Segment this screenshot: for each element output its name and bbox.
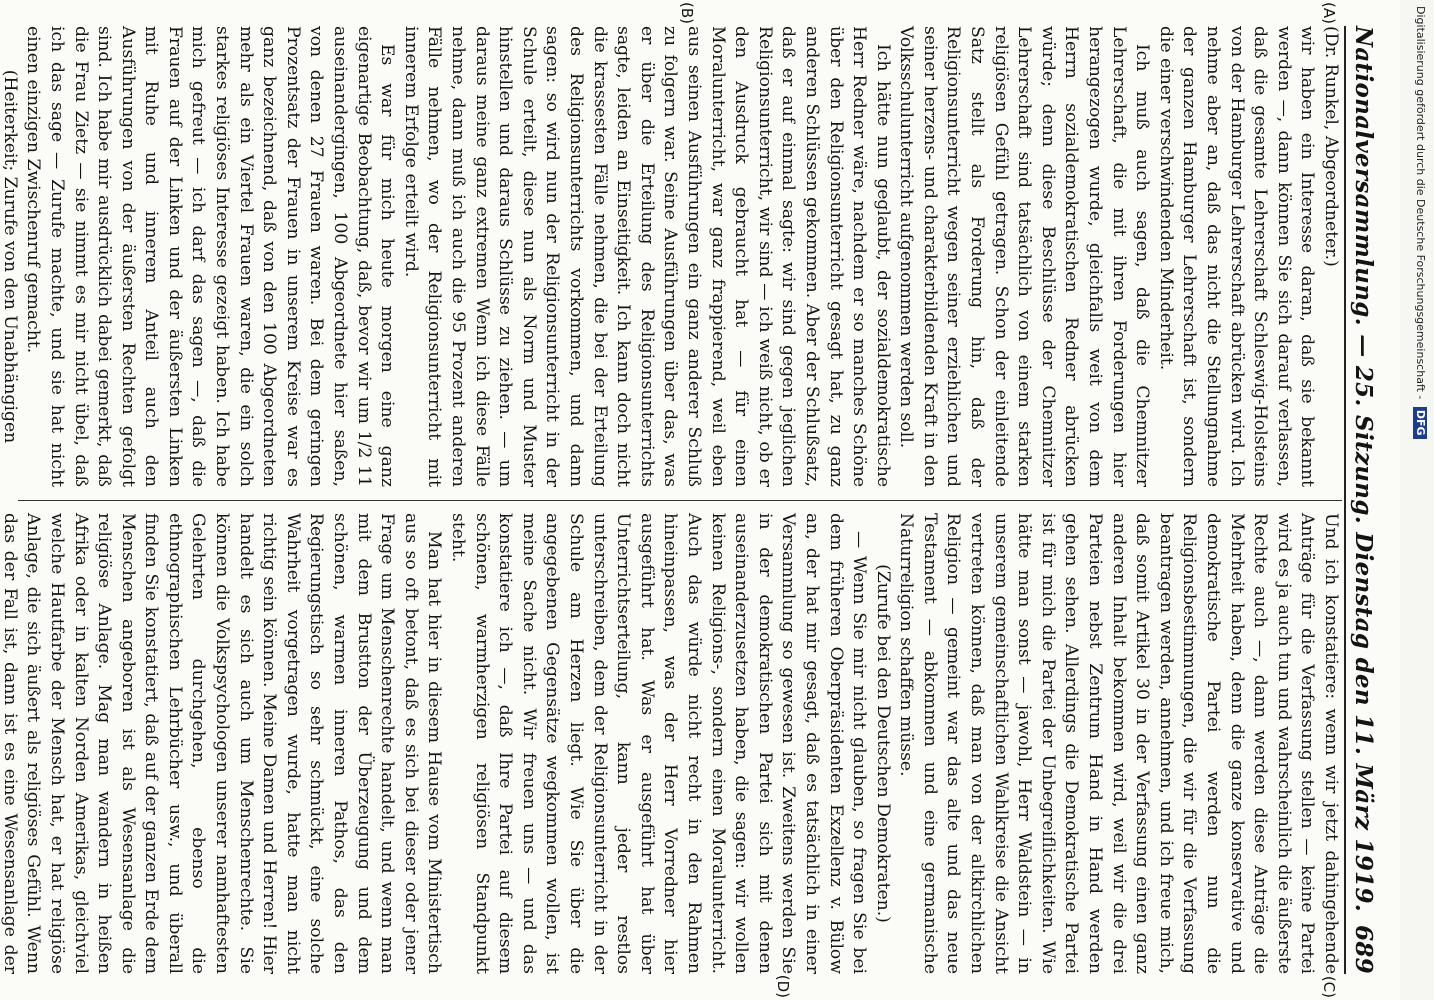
- paragraph: Ich hätte nun geglaubt, der sozialdemokratische Herr Redner wäre, nachdem er so manches Schöne über den Religionsunterricht gesagt hat, zu ganz anderen Schlüssen gekommen. Aber der Schlußsatz, daß er auf einmal sagte: wir sind gegen jeglichen Religionsunterricht, wir sind — ich weiß nicht, ob er den Ausdruck gebraucht hat — für einen Moralunterricht, war ganz frappierend, weil eben aus seinen Ausführungen ein ganz anderer Schluß zu folgern war. Seine Ausführungen über das, was er über die Erteilung des Religionsunterrichts sagte, leiden an Einseitigkeit. Ich kann doch nicht die krassesten Fälle nehmen, die bei der Erteilung des Religionsunterrichts vorkommen, und dann sagen: so wird nun der Religionsunterricht in der Schule erteilt, diese nun als Norm und Muster hinstellen und daraus Schlüsse zu ziehen. — um daraus meine ganz extremen Wenn ich diese Fälle nehme, dann muß ich auch die 95 Prozent anderen Fälle nehmen, wo der Religionsunterricht mit innerem Erfolge erteilt wird.: [400, 26, 893, 487]
- paragraph: Und ich konstatiere: wenn wir jetzt dahingehende Anträge für die Verfassung stellen — keine Partei wird es ja auch tun und wahrscheinlich die äußerste Rechte auch —, dann werden diese Anträge die Mehrheit haben, denn die ganze konservative und demokratische Partei werden nun die Religionsbestimmungen, die wir für die Verfassung beantragen werden, annehmen, und ich freue mich, daß somit Artikel 30 in der Verfassung einen ganz anderen Inhalt bekommen wird, weil wir die drei Parteien nebst Zentrum Hand in Hand werden gehen sehen. Allerdings die Demokratische Partei ist für mich die Partei der Unbegreiflichkeiten. Wie hätte man sonst — jawohl, Herr Waldstein — in unserem gemeinschaftlichen Wahlkreise die Ansicht vertreten können, daß man von der altkirchlichen Religion — gemeint war das alte und das neue Testament — abkommen und eine germanische Naturreligion schaffen müsse.: [896, 513, 1341, 974]
- digitization-credit: [1410, 6, 1430, 706]
- credit-line: [1410, 6, 1430, 706]
- paragraph: Man hat hier in diesem Hause vom Ministertisch aus so oft betont, daß es sich bei dieser oder jener Frage um Menschenrechte handelt, und wenn man mit dem Brustton der Überzeugung und dem schönen, warmen inneren Pathos, das den Regierungstisch so sehr schmückt, eine solche Wahrheit vorgetragen wurde, hatte man nicht richtig sein können. Meine Damen und Herren! Hier handelt es sich auch um Menschenrechte. Sie können die Volkspsychologen unserer namhaftesten Gelehrten durchgehen, ebenso die ethnographischen Lehrbücher usw., und überall finden Sie konstatiert, daß auf der ganzen Erde dem Menschen angeboren ist als Wesensanlage die religiöse Anlage. Mag man wandern in heißen Afrika oder in kalten Norden Amerikas, gleichviel welche Hautfarbe der Mensch hat, er hat religiöse Anlage, die sich äußert als religiöses Gefühl. Wenn das der Fall ist, dann ist es eine Wesensanlage der: [0, 513, 445, 974]
- left-column: [0, 2, 1342, 487]
- dfg-logo-icon: DFG: [1413, 407, 1427, 439]
- page-number: 689: [1350, 925, 1377, 974]
- paragraph: Ich muß auch sagen, daß die Chemnitzer Lehrerschaft, die mit ihren Forderungen hier herangezogen wurde, gleichfalls weit von dem Herrn sozialdemokratischen Redner abrücken würde; denn diese Beschlüsse der Chemnitzer Lehrerschaft sind tatsächlich von einem starken religiösen Gefühl getragen. Schon der einleitende Satz stellt als Forderung hin, daß der Religionsunterricht wegen seiner erziehlichen und seiner herzens- und charakterbildenden Kraft in den Volksschulunterricht aufgenommen werden soll.: [896, 26, 1153, 487]
- column-divider: [18, 500, 1342, 501]
- margin-marker-b: (B): [678, 2, 696, 24]
- speaker-line: (Dr. Runkel, Abgeordneter.): [1321, 26, 1341, 267]
- header-title: Nationalversammlung. — 25. Sitzung. Dienstag den 11. März 1919.: [1350, 26, 1377, 913]
- paragraph: wir haben ein Interesse daran, daß sie bekannt werden —, dann können Sie sich darauf verlassen, daß die gesamte Lehrerschaft Schleswig-Holsteins von der Hamburger Lehrerschaft abrücken wird. Ich nehme aber an, daß das nicht die Stellungnahme der ganzen Hamburger Lehrerschaft ist, sondern die einer verschwindenden Minderheit.: [1155, 26, 1318, 487]
- margin-marker-d: (D): [774, 974, 792, 998]
- paragraph: Es war für mich heute morgen eine ganz eigenartige Beobachtung, daß, bevor wir um 1/2 11 auseinandergingen, 100 Abgeordnete hier saßen, von denen 27 Frauen waren. Bei dem geringen Prozentsatz der Frauen in unserem Kreise war es ganz bezeichnend, daß von den 100 Abgeordneten mehr als ein Viertel Frauen waren, die ein solch starkes religiöses Interesse gezeigt haben. Ich habe mich gefreut — ich darf das sagen —, daß die Frauen auf der Linken und der äußersten Linken mit Ruhe und innerem Anteil auch den Ausführungen von der äußersten Rechten gefolgt sind. Ich habe mir ausdrücklich dabei gemerkt, daß die Frau Zietz — sie nimmt es mir nicht übel, daß ich das sage — Zurufe machte, und sie hat nicht einen einzigen Zwischenruf gemacht.: [23, 26, 398, 487]
- text-columns: [0, 2, 1342, 998]
- credit-text: Digitalisierung gefördert durch die Deutsche Forschungsgemeinschaft -: [1414, 6, 1427, 400]
- paragraph: — Wenn Sie mir nicht glauben, so fragen Sie bei dem früheren Oberpräsidenten Exzellenz v. Bülow an, der hat mir gesagt, daß es tatsächlich in einer Versammlung so gewesen ist. Zweitens werden Sie in der demokratischen Partei sich mit denen auseinanderzusetzen haben, die sagen: wir wollen keinen Religions-, sondern einen Moralunterricht. Auch das würde nicht recht in den Rahmen hineinpassen, was der Herr Vorredner hier ausgeführt hat. Was er ausgeführt hat über Unterrichtserteilung, kann jeder restlos unterschreiben, dem der Religionsunterricht in der Schule am Herzen liegt. Wie Sie über die angegebenen Gegensätze wegkommen wollen, ist meine Sache nicht. Wir freuen uns — und das konstatiere ich —, daß Ihre Partei auf diesem schönen, warmherzigen religiösen Standpunkt steht.: [448, 513, 870, 974]
- interjection: (Heiterkeit; Zurufe von den Unabhängigen: [0, 69, 20, 444]
- margin-marker-a: (A): [1320, 2, 1338, 24]
- page-header: [1344, 26, 1386, 974]
- margin-marker-c: (C): [1320, 975, 1338, 998]
- right-column: [0, 513, 1342, 998]
- interjection: (Zurufe bei den Deutschen Demokraten.): [872, 564, 893, 923]
